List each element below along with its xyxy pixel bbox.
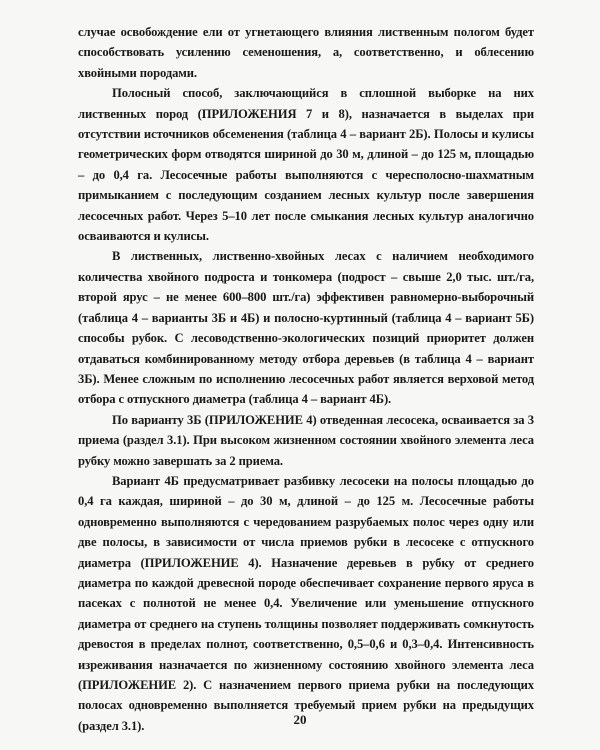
paragraph-variant-3b: По варианту 3Б (ПРИЛОЖЕНИЕ 4) отведенная лесосека, осваивается за 3 приема (раздел 3.1). При высоком жизненном состоянии хвойного элемента леса рубку можно завершать за 2 приема. [78,412,534,468]
paragraph-continuation: случае освобождение ели от угнетающего влияния лиственным пологом будет способствовать усилению семеношения, а, соответственно, и облесению хвойными породами. [78,25,534,80]
paragraph-variant-4b: Вариант 4Б предусматривает разбивку лесосеки на полосы площадью до 0,4 га каждая, шириной – до 30 м, длиной – до 125 м. Лесосечные работы одновременно выполняются с чередованием разрубаемых полос через одну или две полосы, в зависимости от числа приемов рубки в лесосеке с отпускного диаметра (ПРИЛОЖЕНИЕ 4). Назначение деревьев в рубку от среднего диаметра по каждой древесной породе обеспечивает сохранение первого яруса в пасеках с полнотой не менее 0,4. Увеличение или уменьшение отпускного диаметра от среднего на ступень толщины позволяет поддерживать сомкнутость древостоя в пределах полнот, соответственно, 0,5–0,6 и 0,3–0,4. Интенсивность изреживания назначается по жизненному состоянию хвойного элемента леса (ПРИЛОЖЕНИЕ 2). С назначением первого приема рубки на последующих полосах одновременно выполняется требуемый прием рубки на предыдущих (раздел 3.1). [78,473,534,733]
document-page [78,22,534,736]
paragraph-strip-method: Полосный способ, заключающийся в сплошной выборке на них лиственных пород (ПРИЛОЖЕНИЯ 7 и 8), назначается в выделах при отсутствии источников обсеменения (таблица 4 – вариант 2Б). Полосы и кулисы геометрических форм отводятся шириной до 30 м, длиной – до 125 м, площадью – до 0,4 га. Лесосечные работы выполняются с чересполосно-шахматным примыканием с последующим созданием лесных культур после завершения лесосечных работ. Через 5–10 лет после смыкания лесных культур аналогично осваиваются и кулисы. [78,86,534,244]
paragraph-deciduous-forests: В лиственных, лиственно-хвойных лесах с наличием необходимого количества хвойного подроста и тонкомера (подрост – свыше 2,0 тыс. шт./га, второй ярус – не менее 600–800 шт./га) эффективен равномерно-выборочный (таблица 4 – варианты 3Б и 4Б) и полосно-куртинный (таблица 4 – вариант 5Б) способы рубок. С лесоводственно-экологических позиций приоритет должен отдаваться комбинированному методу отбора деревьев (в таблица 4 – вариант 3Б). Менее сложным по исполнению лесосечных работ является верховой метод отбора с отпускного диаметра (таблица 4 – вариант 4Б). [78,249,534,407]
page-number: 20 [293,712,307,727]
